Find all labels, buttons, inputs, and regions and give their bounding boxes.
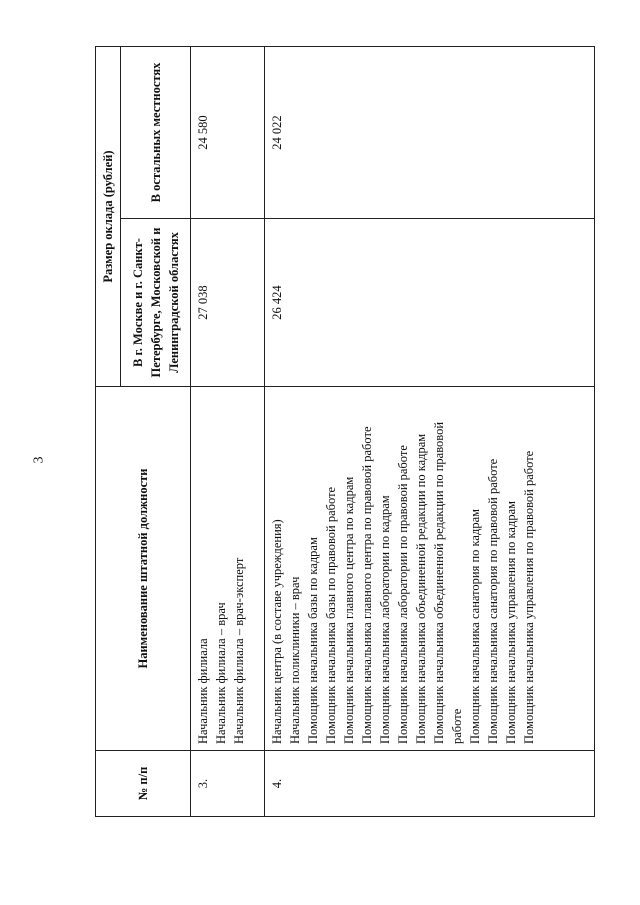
table-container [95,47,595,817]
table-row [265,47,595,817]
position-item: Помощник начальника лаборатории по кадрам [378,495,392,744]
position-item: Помощник начальника санатория по правовой работе [486,458,500,744]
position-item: Помощник начальника объединенной редакции по правовой работе [432,421,464,744]
header-other: В остальных местностях [121,47,191,219]
position-item: Помощник начальника базы по правовой работе [324,486,338,744]
position-item: Помощник начальника санатория по кадрам [468,508,482,744]
salary-other: 24 022 [265,47,595,219]
page-number: 3 [31,456,47,464]
position-item: Помощник начальника объединенной редакции по кадрам [414,433,428,744]
table-row [191,47,265,817]
position-item: Начальник центра (в составе учреждения) [270,519,284,744]
position-item: Начальник филиала – врач [214,602,228,744]
row-num: 4. [265,751,595,817]
salary-table [95,46,595,817]
position-item: Начальник филиала [196,638,210,744]
position-item: Помощник начальника управления по правовой работе [522,450,536,744]
position-item: Помощник начальника базы по кадрам [306,537,320,744]
position-item: Помощник начальника главного центра по правовой работе [360,426,374,744]
position-item: Помощник начальника управления по кадрам [504,500,518,744]
header-salary-group: Размер оклада (рублей) [96,47,121,387]
position-item: Помощник начальника лаборатории по правовой работе [396,445,410,744]
salary-moscow: 26 424 [265,219,595,387]
header-moscow: В г. Москве и г. Санкт-Петербурге, Московской и Ленинградской областях [121,219,191,387]
row-positions [265,387,595,751]
position-item: Помощник начальника главного центра по кадрам [342,476,356,744]
salary-moscow: 27 038 [191,219,265,387]
header-num: № п/п [96,751,191,817]
row-num: 3. [191,751,265,817]
rotated-table-frame [95,47,595,817]
row-positions [191,387,265,751]
salary-other: 24 580 [191,47,265,219]
header-position-name: Наименование штатной должности [96,387,191,751]
position-item: Начальник поликлиники – врач [288,576,302,744]
position-item: Начальник филиала – врач-эксперт [232,557,246,744]
